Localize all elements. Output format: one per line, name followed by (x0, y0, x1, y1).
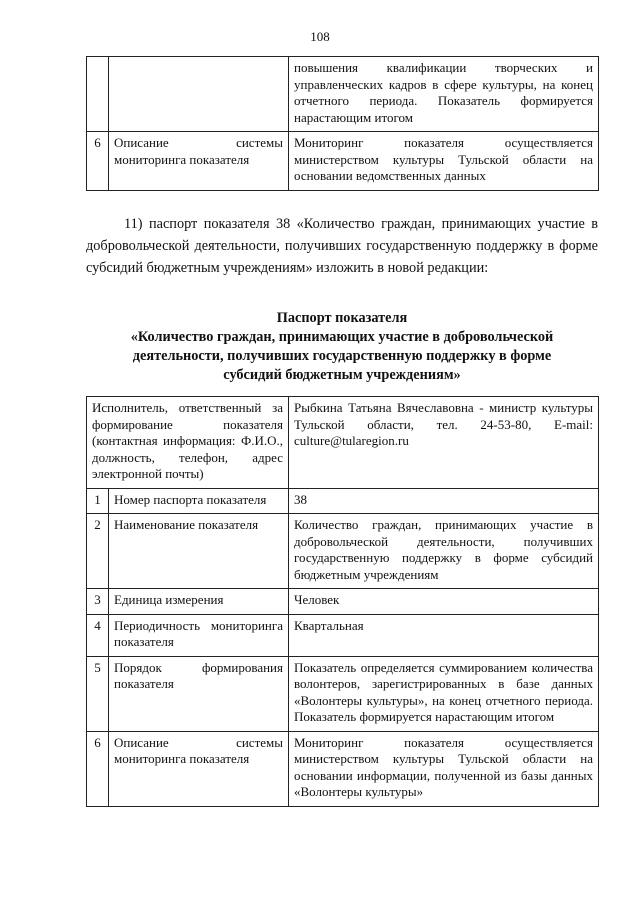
table-row (87, 656, 599, 731)
row-number: 6 (87, 731, 109, 806)
table-row (87, 132, 599, 191)
row-label (109, 57, 289, 132)
page-number: 108 (310, 29, 330, 44)
row-label: Описание системы мониторинга показателя (109, 731, 289, 806)
row-number (87, 57, 109, 132)
row-number: 2 (87, 514, 109, 589)
passport-table (86, 396, 599, 807)
top-table (86, 56, 599, 191)
table-row (87, 614, 599, 656)
row-label: Номер паспорта показателя (109, 488, 289, 514)
table-row (87, 589, 599, 615)
row-label: Порядок формирования показателя (109, 656, 289, 731)
row-label: Единица измерения (109, 589, 289, 615)
row-number: 3 (87, 589, 109, 615)
passport-title-line: субсидий бюджетным учреждениям» (223, 367, 461, 383)
executor-value: Рыбкина Татьяна Вячеславовна - министр культуры Тульской области, тел. 24-53-80, E-mail: culture@tularegion.ru (289, 397, 599, 489)
table-row (87, 514, 599, 589)
intro-paragraph: 11) паспорт показателя 38 «Количество граждан, принимающих участие в добровольческой деятельности, получивших государственную поддержку в форме субсидий бюджетным учреждениям» изложить в новой редакции: (86, 216, 598, 276)
row-label: Описание системы мониторинга показателя (109, 132, 289, 191)
row-label: Периодичность мониторинга показателя (109, 614, 289, 656)
row-value: Показатель определяется суммированием количества волонтеров, зарегистрированных в базе данных «Волонтеры культуры», на конец отчетного периода. Показатель формируется нарастающим итогом (289, 656, 599, 731)
row-value: Квартальная (289, 614, 599, 656)
row-value: Мониторинг показателя осуществляется министерством культуры Тульской области на основании ведомственных данных (289, 132, 599, 191)
row-value: Человек (289, 589, 599, 615)
row-label: Наименование показателя (109, 514, 289, 589)
row-number: 4 (87, 614, 109, 656)
table-row (87, 488, 599, 514)
row-number: 5 (87, 656, 109, 731)
executor-label: Исполнитель, ответственный за формирование показателя (контактная информация: Ф.И.О., должность, телефон, адрес электронной почты) (87, 397, 289, 489)
row-value: 38 (289, 488, 599, 514)
passport-title (86, 309, 598, 385)
passport-title-line: «Количество граждан, принимающих участие в добровольческой (130, 329, 554, 345)
table-row (87, 397, 599, 489)
passport-title-line: деятельности, получивших государственную поддержку в форме (132, 348, 552, 364)
row-value: Количество граждан, принимающих участие в добровольческой деятельности, получивших государственную поддержку в форме субсидий бюджетным учреждениям (289, 514, 599, 589)
row-value: повышения квалификации творческих и управленческих кадров в сфере культуры, на конец отчетного периода. Показатель формируется нарастающим итогом (289, 57, 599, 132)
row-number: 6 (87, 132, 109, 191)
table-row (87, 731, 599, 806)
row-value: Мониторинг показателя осуществляется министерством культуры Тульской области на основании информации, полученной из базы данных «Волонтеры культуры» (289, 731, 599, 806)
table-row (87, 57, 599, 132)
row-number: 1 (87, 488, 109, 514)
passport-title-line: Паспорт показателя (276, 310, 408, 326)
